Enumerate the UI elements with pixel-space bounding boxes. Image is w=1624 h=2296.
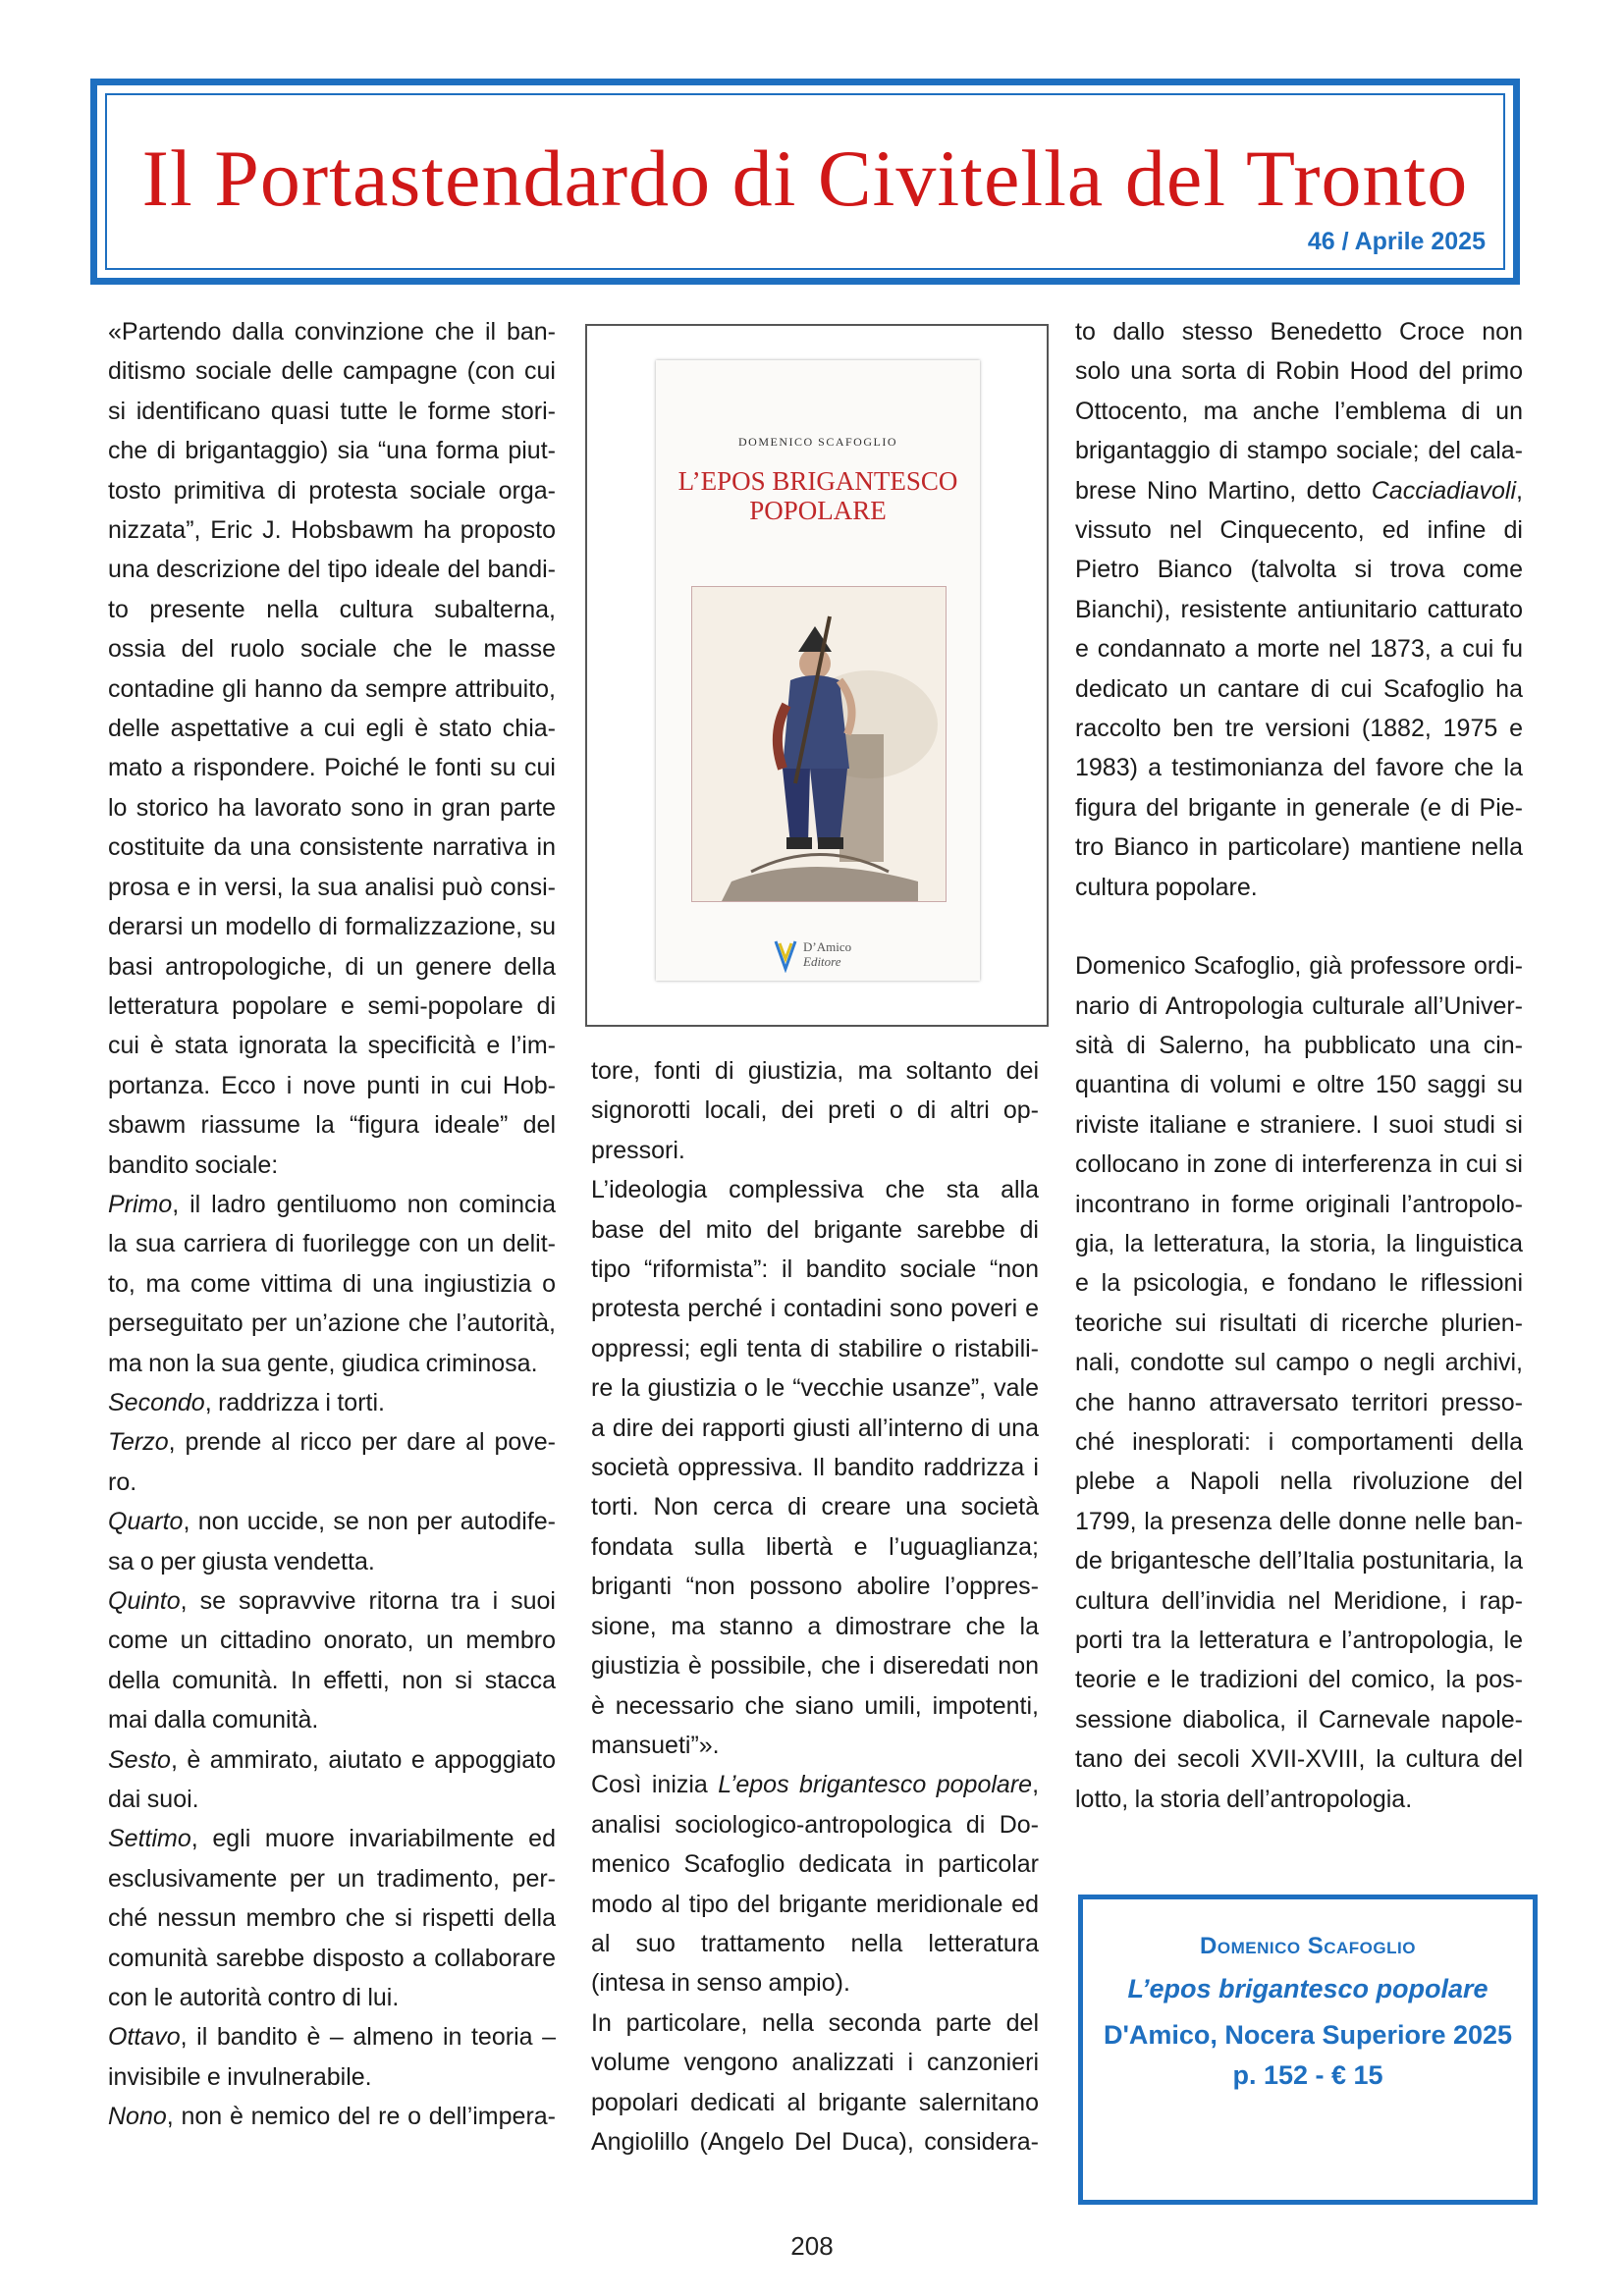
article-line: incontrano in forme originali l’antropolo-: [1075, 1190, 1523, 1218]
article-line: 1983) a testimonianza del favore che la: [1075, 754, 1523, 782]
page-number: 208: [790, 2231, 834, 2261]
article-line: a dire dei rapporti giusti all’interno di una: [591, 1414, 1039, 1442]
article-line: re la giustizia o le “vecchie usanze”, vale: [591, 1374, 1039, 1403]
point-line: [108, 1502, 556, 1541]
article-line: nario di Antropologia culturale all’Univer-: [1075, 991, 1523, 1020]
publisher-subtitle: Editore: [803, 954, 841, 969]
publisher-logo-icon: [774, 939, 797, 973]
intro-line: mato a rispondere. Poiché le fonti su cui: [108, 754, 556, 782]
article-line: protesta perché i contadini sono poveri e: [591, 1295, 1039, 1323]
article-line: analisi sociologico-antropologica di Do-: [591, 1810, 1039, 1839]
intro-line: prosa e in versi, la sua analisi può consi-: [108, 873, 556, 901]
point-label: Terzo: [108, 1428, 169, 1457]
point-line: esclusivamente per un tradimento, per-: [108, 1864, 556, 1893]
article-line: porti tra la letteratura e l’antropologia, le: [1075, 1627, 1523, 1654]
cover-title-line-1: L’EPOS BRIGANTESCO: [677, 466, 958, 496]
point-label: Settimo: [108, 1825, 191, 1853]
info-title: L’epos brigantesco popolare: [1127, 1974, 1489, 2003]
intro-line: «Partendo dalla convinzione che il ban-: [108, 318, 556, 346]
masthead-inner-frame: [105, 93, 1505, 270]
cover-author: DOMENICO SCAFOGLIO: [737, 435, 897, 449]
intro-line: costituite da una consistente narrativa in: [108, 833, 556, 862]
point-label: Quinto: [108, 1587, 181, 1615]
point-label: Sesto: [108, 1745, 171, 1774]
point-label: Nono: [108, 2103, 167, 2131]
point-line: ché nessun membro che si rispetti della: [108, 1904, 556, 1933]
intro-line: contadine gli hanno da sempre attribuito,: [108, 674, 556, 703]
point-line: comunità sarebbe disposto a collaborare: [108, 1944, 556, 1972]
point-line: to, ma come vittima di una ingiustizia o: [108, 1269, 556, 1298]
masthead-title: Il Portastendardo di Civitella del Tronto: [141, 133, 1469, 223]
article-line: lotto, la storia dell’antropologia.: [1075, 1785, 1413, 1813]
article-line: tipo “riformista”: il bandito sociale “non: [591, 1255, 1039, 1284]
article-line: (intesa in senso ampio).: [591, 1969, 850, 1998]
article-line: Pietro Bianco (talvolta si trova come: [1075, 556, 1523, 584]
point-label: Ottavo: [108, 2023, 181, 2052]
point-label: Secondo: [108, 1388, 205, 1416]
point-line: dai suoi.: [108, 1786, 199, 1814]
article-column-3: [1075, 312, 1523, 1819]
article-line: de brigantesche dell’Italia postunitaria, la: [1075, 1547, 1523, 1575]
article-line: teoriche sui risultati di ricerche plurien-: [1075, 1308, 1523, 1337]
article-line: figura del brigante in generale (e di Pie-: [1075, 793, 1523, 822]
point-text: , egli muore invariabilmente ed: [190, 1825, 556, 1853]
point-text: , se sopravvive ritorna tra i suoi: [180, 1587, 556, 1615]
text-fragment: ,: [1516, 476, 1523, 505]
article-column-1: [108, 312, 556, 2137]
point-text: , non è nemico del re o dell’impera-: [166, 2103, 556, 2131]
intro-line: lo storico ha lavorato sono in gran parte: [108, 793, 556, 822]
article-line: mansueti”».: [591, 1731, 720, 1759]
point-line: perseguitato per un’azione che l’autorità,: [108, 1309, 556, 1338]
intro-line: sbawm riassume la “figura ideale” del: [108, 1111, 556, 1140]
article-line: tro Bianco in particolare) mantiene nella: [1075, 833, 1523, 862]
intro-line: letteratura popolare e semi-popolare di: [108, 991, 556, 1020]
point-line: invisibile e invulnerabile.: [108, 2062, 372, 2091]
book-cover-frame: [585, 324, 1049, 1027]
intro-line: derarsi un modello di formalizzazione, su: [108, 913, 556, 941]
article-line: fondata sulla libertà e l’uguaglianza;: [591, 1532, 1039, 1561]
point-text: , raddrizza i torti.: [204, 1388, 385, 1416]
intro-line: basi antropologiche, di un genere della: [108, 952, 556, 981]
point-line: [108, 2097, 556, 2136]
article-line: pressori.: [591, 1136, 685, 1164]
article-line: [591, 1765, 1039, 1804]
point-label: Quarto: [108, 1508, 184, 1536]
article-line: che hanno attraversato territori presso-: [1075, 1388, 1523, 1416]
cover-title: [656, 466, 980, 525]
point-line: della comunità. In effetti, non si stacca: [108, 1666, 556, 1694]
point-text: , prende al ricco per dare al pove-: [168, 1428, 556, 1457]
article-line: [1075, 471, 1523, 510]
article-line: dedicato un cantare di cui Scafoglio ha: [1075, 674, 1523, 703]
intro-line: delle aspettative a cui egli è stato chia-: [108, 715, 556, 743]
article-line: briganti “non possono abolire l’oppres-: [591, 1573, 1039, 1601]
article-line: nali, condotte sul campo o negli archivi,: [1075, 1349, 1523, 1377]
article-line: ché inesplorati: i comportamenti della: [1075, 1427, 1523, 1456]
point-text: , non uccide, se non per autodife-: [183, 1508, 556, 1536]
point-line: [108, 1185, 556, 1224]
article-line: oppressi; egli tenta di stabilire o ristabili-: [591, 1334, 1039, 1362]
article-line: collocano in zone di interferenza in cui si: [1075, 1150, 1523, 1179]
article-line: cultura popolare.: [1075, 873, 1258, 901]
brigand-illustration: [691, 586, 947, 902]
point-line: [108, 1740, 556, 1780]
article-line: Angiolillo (Angelo Del Duca), considera-: [591, 2127, 1039, 2156]
point-line: [108, 1422, 556, 1462]
article-line: gia, la letteratura, la storia, la linguistica: [1075, 1229, 1523, 1257]
article-line: teorie e le tradizioni del comico, la pos-: [1075, 1666, 1523, 1694]
intro-line: bandito sociale:: [108, 1150, 279, 1179]
info-author: Domenico Scafoglio: [1200, 1933, 1416, 1959]
text-fragment: brese Nino Martino, detto: [1075, 476, 1372, 505]
point-text: , il bandito è – almeno in teoria –: [180, 2023, 556, 2052]
point-line: sa o per giusta vendetta.: [108, 1547, 375, 1575]
article-line: torti. Non cerca di creare una società: [591, 1493, 1039, 1522]
article-line: giustizia è possibile, che i diseredati non: [591, 1652, 1039, 1681]
article-line: In particolare, nella seconda parte del: [591, 2008, 1039, 2037]
info-publisher: D'Amico, Nocera Superiore 2025: [1103, 2020, 1513, 2050]
intro-line: cui è stata ignorata la specificità e l’im-: [108, 1032, 556, 1060]
article-line: 1799, la presenza delle donne nelle ban-: [1075, 1507, 1523, 1535]
intro-line: nizzata”, Eric J. Hobsbawm ha proposto: [108, 516, 556, 545]
intro-line: che di brigantaggio) sia “una forma piut-: [108, 437, 556, 465]
article-line: menico Scafoglio dedicata in particolar: [591, 1850, 1039, 1879]
article-line: Bianchi), resistente antiunitario catturato: [1075, 595, 1523, 623]
book-info-box: [1078, 1895, 1538, 2205]
text-fragment: Così inizia: [591, 1771, 719, 1799]
nickname-italic: Cacciadiavoli: [1371, 476, 1517, 505]
article-line: Ottocento, ma anche l’emblema di un: [1075, 397, 1523, 425]
intro-line: tosto primitiva di protesta sociale orga-: [108, 476, 556, 505]
article-line: tano dei secoli XVII-XVIII, la cultura del: [1075, 1745, 1523, 1774]
publisher-name: D’Amico: [803, 939, 852, 954]
intro-line: ossia del ruolo sociale che le masse: [108, 635, 556, 664]
article-line: società oppressiva. Il bandito raddrizza i: [591, 1454, 1039, 1482]
intro-line: to presente nella cultura subalterna,: [108, 595, 556, 623]
point-line: ro.: [108, 1468, 137, 1496]
article-line: plebe a Napoli nella rivoluzione del: [1075, 1468, 1523, 1496]
article-line: vissuto nel Cinquecento, ed infine di: [1075, 516, 1523, 545]
article-line: to dallo stesso Benedetto Croce non: [1075, 318, 1523, 346]
point-text: , il ladro gentiluomo non comincia: [172, 1190, 556, 1218]
article-line: L’ideologia complessiva che sta alla: [591, 1176, 1039, 1204]
article-line: solo una sorta di Robin Hood del primo: [1075, 357, 1523, 386]
article-line: sità di Salerno, ha pubblicato una cin-: [1075, 1031, 1523, 1059]
article-column-2: [591, 1051, 1039, 2162]
intro-line: una descrizione del tipo ideale del bandi-: [108, 556, 556, 584]
text-fragment: ,: [1032, 1771, 1040, 1799]
article-line: popolari dedicati al brigante salernitano: [591, 2088, 1039, 2116]
article-line: tore, fonti di giustizia, ma soltanto dei: [591, 1057, 1039, 1085]
publisher-logo-text: [803, 939, 851, 969]
article-line: Domenico Scafoglio, già professore ordi-: [1075, 952, 1523, 981]
book-cover: [656, 360, 980, 981]
article-line: raccolto ben tre versioni (1882, 1975 e: [1075, 715, 1523, 743]
point-line: [108, 2017, 556, 2056]
article-line: signorotti locali, dei preti o di altri op-: [591, 1096, 1039, 1125]
article-line: base del mito del brigante sarebbe di: [591, 1215, 1039, 1244]
article-line: quantina di volumi e oltre 150 saggi su: [1075, 1071, 1523, 1099]
article-line: brigantaggio di stampo sociale; del cala-: [1075, 437, 1523, 465]
article-line: sione, ma stanno a dimostrare che la: [591, 1612, 1039, 1640]
paragraph-gap: [1075, 907, 1523, 946]
article-line: cultura dell’invidia nel Meridione, i rap-: [1075, 1586, 1523, 1615]
book-title-ref: L’epos brigantesco popolare: [718, 1771, 1033, 1799]
point-line: [108, 1581, 556, 1621]
issue-label: 46 / Aprile 2025: [1307, 228, 1486, 255]
point-line: ma non la sua gente, giudica criminosa.: [108, 1349, 538, 1377]
article-line: e la psicologia, e fondano le riflessioni: [1075, 1269, 1523, 1298]
masthead-frame: [90, 79, 1520, 285]
point-line: la sua carriera di fuorilegge con un delit-: [108, 1230, 556, 1258]
point-line: come un cittadino onorato, un membro: [108, 1627, 556, 1655]
article-line: e condannato a morte nel 1873, a cui fu: [1075, 635, 1523, 664]
cover-title-line-2: POPOLARE: [749, 496, 887, 525]
point-line: [108, 1383, 556, 1422]
intro-line: portanza. Ecco i nove punti in cui Hob-: [108, 1071, 556, 1099]
intro-line: si identificano quasi tutte le forme stori-: [108, 397, 556, 425]
point-line: mai dalla comunità.: [108, 1706, 319, 1735]
point-label: Primo: [108, 1190, 173, 1218]
intro-line: ditismo sociale delle campagne (con cui: [108, 357, 556, 386]
point-text: , è ammirato, aiutato e appoggiato: [170, 1745, 556, 1774]
point-line: con le autorità contro di lui.: [108, 1984, 400, 2012]
article-line: è necessario che siano umili, impotenti,: [591, 1691, 1039, 1720]
article-line: volume vengono analizzati i canzonieri: [591, 2049, 1039, 2077]
point-line: [108, 1819, 556, 1858]
article-line: riviste italiane e straniere. I suoi studi si: [1075, 1110, 1523, 1139]
article-line: sessione diabolica, il Carnevale napole-: [1075, 1705, 1523, 1734]
info-price: p. 152 - € 15: [1232, 2060, 1383, 2090]
publisher-logo: [774, 939, 892, 975]
article-line: al suo trattamento nella letteratura: [591, 1929, 1039, 1957]
article-line: modo al tipo del brigante meridionale ed: [591, 1890, 1039, 1918]
